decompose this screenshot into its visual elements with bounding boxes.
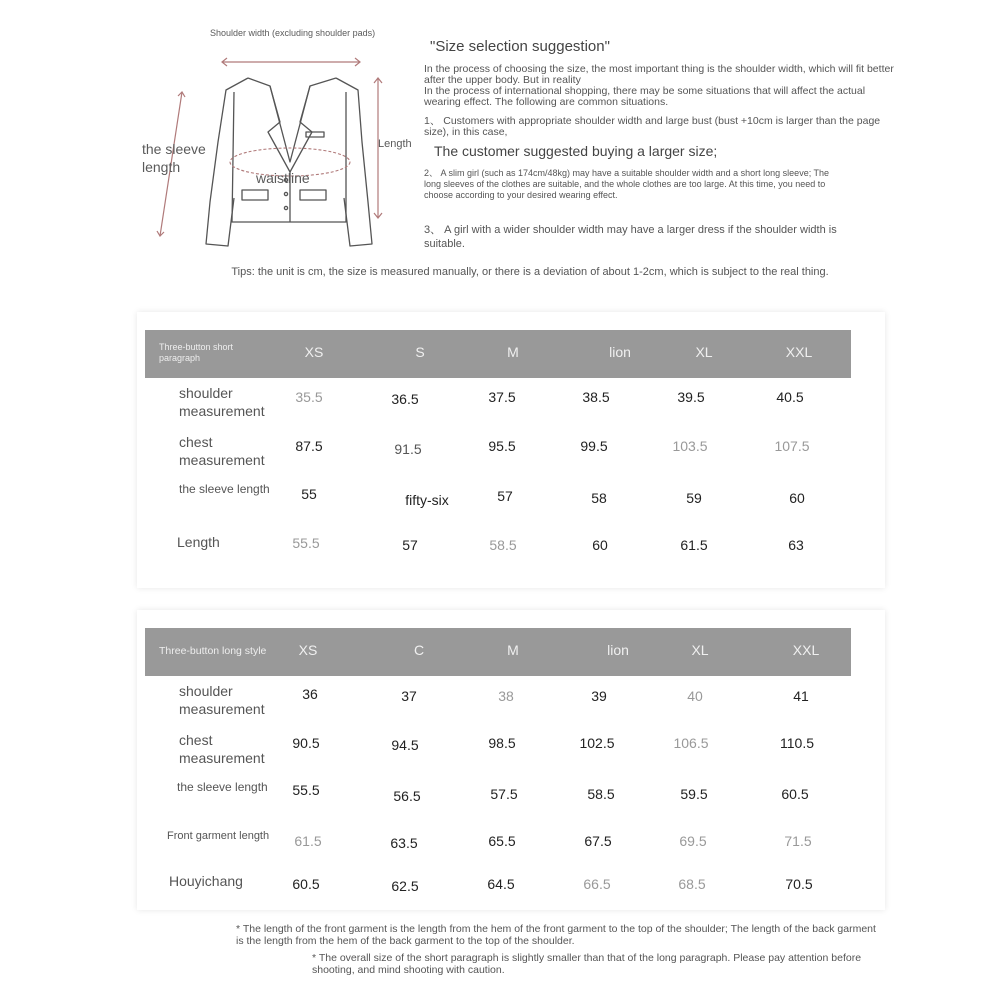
measurement-tips: Tips: the unit is cm, the size is measured manually, or there is a deviation of about 1-2cm, which is subject to the real thing. <box>231 266 829 278</box>
table-cell: 38.5 <box>582 389 610 405</box>
table-cell: 90.5 <box>292 735 320 751</box>
size-header: XXL <box>785 344 813 360</box>
table-cell: 35.5 <box>295 389 323 405</box>
table-cell: 59.5 <box>680 786 708 802</box>
table-cell: 37.5 <box>488 389 516 405</box>
table-cell: 63.5 <box>390 835 418 851</box>
size-table-short <box>137 312 885 588</box>
table-cell: 68.5 <box>678 876 706 892</box>
suggestion-case-3: 3、 A girl with a wider shoulder width may have a larger dress if the shoulder width is suitable. <box>424 224 837 250</box>
table-cell: 39.5 <box>677 389 705 405</box>
row-label: the sleeve length <box>179 482 270 496</box>
table-cell: 57.5 <box>490 786 518 802</box>
table-cell: 58.5 <box>587 786 615 802</box>
table-cell: 103.5 <box>672 438 708 454</box>
table-cell: 67.5 <box>584 833 612 849</box>
size-header: XS <box>304 344 324 360</box>
table-cell: 102.5 <box>579 735 615 751</box>
table-cell: fifty-six <box>405 492 449 508</box>
row-label: Length <box>177 534 220 550</box>
table-cell: 58.5 <box>489 537 517 553</box>
size-header: XL <box>691 642 709 658</box>
sleeve-length-label: the sleeve length <box>142 141 206 175</box>
table-cell: 70.5 <box>785 876 813 892</box>
jacket-sketch <box>206 78 372 246</box>
table-cell: 107.5 <box>774 438 810 454</box>
table-cell: 99.5 <box>580 438 608 454</box>
table-cell: 38 <box>498 688 514 704</box>
table-cell: 57 <box>497 488 513 504</box>
table-cell: 58 <box>591 490 607 506</box>
footnote-garment-length: * The length of the front garment is the length from the hem of the front garment to the top of the shoulder; The length of the back garment is the length from the hem of the back garment to the top of the shoulder. <box>236 923 876 947</box>
table-cell: 62.5 <box>391 878 419 894</box>
table-cell: 36.5 <box>391 391 419 407</box>
table-cell: 59 <box>686 490 702 506</box>
table-header <box>145 330 851 378</box>
table-cell: 55.5 <box>292 782 320 798</box>
table-cell: 69.5 <box>679 833 707 849</box>
size-header: XXL <box>792 642 820 658</box>
length-label: Length <box>378 138 412 150</box>
table-cell: 39 <box>591 688 607 704</box>
size-header: lion <box>609 344 631 360</box>
waistline-label: waistline <box>256 170 310 186</box>
row-label: Front garment length <box>167 830 270 842</box>
table-cell: 71.5 <box>784 833 812 849</box>
table-cell: 60 <box>592 537 608 553</box>
suggestion-case-1-advice: The customer suggested buying a larger size; <box>434 143 718 159</box>
table-cell: 98.5 <box>488 735 516 751</box>
size-header: S <box>415 344 425 360</box>
table-cell: 40.5 <box>776 389 804 405</box>
shoulder-width-arrow <box>222 58 360 66</box>
row-label: shoulder measurement <box>179 385 265 419</box>
table-cell: 40 <box>687 688 703 704</box>
table-cell: 60 <box>789 490 805 506</box>
size-header: C <box>413 642 425 658</box>
table-cell: 37 <box>401 688 417 704</box>
table-cell: 64.5 <box>487 876 515 892</box>
table-cell: 65.5 <box>488 833 516 849</box>
table-title: Three-button short paragraph <box>159 342 234 363</box>
size-table-long <box>137 610 885 910</box>
row-label: shoulder measurement <box>179 683 265 717</box>
table-cell: 61.5 <box>294 833 322 849</box>
size-header: M <box>507 642 519 658</box>
table-cell: 55 <box>301 486 317 502</box>
table-cell: 41 <box>793 688 809 704</box>
table-cell: 110.5 <box>780 735 814 751</box>
suggestion-case-2: 2、 A slim girl (such as 174cm/48kg) may have a suitable shoulder width and a short long sleeve; The long sleeves of the clothes are suitable, and the whole clothes are too large. At this time, you need to choose according to your desired wearing effect. <box>424 168 830 200</box>
table-cell: 106.5 <box>673 735 709 751</box>
size-suggestion-title: "Size selection suggestion" <box>430 38 610 55</box>
row-label: the sleeve length <box>177 780 268 794</box>
table-cell: 56.5 <box>393 788 421 804</box>
suggestion-case-1: 1、 Customers with appropriate shoulder width and large bust (bust +10cm is larger than the page size), in this case, <box>424 115 881 138</box>
table-cell: 55.5 <box>292 535 320 551</box>
table-cell: 61.5 <box>680 537 708 553</box>
table-cell: 60.5 <box>781 786 809 802</box>
table-cell: 94.5 <box>391 737 419 753</box>
table-cell: 95.5 <box>488 438 516 454</box>
table-cell: 63 <box>788 537 804 553</box>
table-cell: 91.5 <box>394 441 422 457</box>
row-label: chest measurement <box>179 732 265 766</box>
row-label: chest measurement <box>179 434 265 468</box>
table-header <box>145 628 851 676</box>
size-header: XL <box>695 344 713 360</box>
size-header: XS <box>298 642 318 658</box>
size-suggestion-intro: In the process of choosing the size, the most important thing is the shoulder width, which will fit better after the upper body. But in reality In the process of international shopping, there may be some situations that will affect the actual wearing effect. The following are common situations. <box>424 63 894 108</box>
footnote-size-difference: * The overall size of the short paragraph is slightly smaller than that of the long paragraph. Please pay attention before shooting, and mind shooting with caution. <box>312 952 862 976</box>
table-cell: 36 <box>302 686 318 702</box>
table-cell: 87.5 <box>295 438 323 454</box>
table-cell: 66.5 <box>583 876 611 892</box>
table-cell: 60.5 <box>292 876 320 892</box>
size-header: M <box>507 344 519 360</box>
size-header: lion <box>607 642 629 658</box>
table-cell: 57 <box>402 537 418 553</box>
row-label: Houyichang <box>169 873 243 889</box>
shoulder-width-label: Shoulder width (excluding shoulder pads) <box>210 28 376 38</box>
table-title: Three-button long style <box>159 645 267 657</box>
